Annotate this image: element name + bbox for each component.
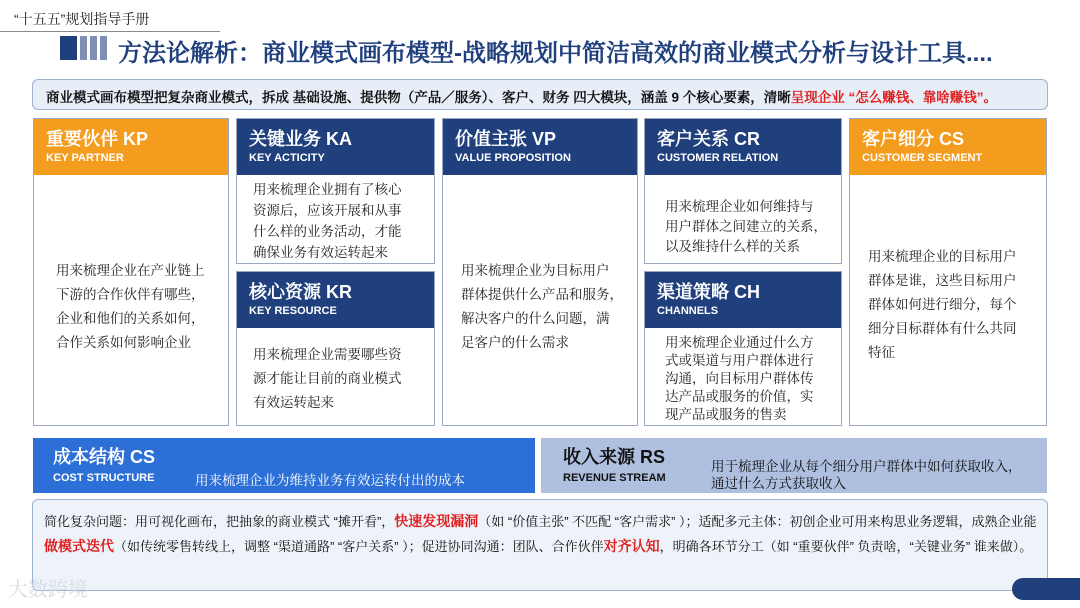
summary-segment: （如 “价值主张” 不匹配 “客户需求” ）；适配多元主体：初创企业可用来构思业务逻辑，成熟企业能 (478, 514, 1037, 529)
card-title: 关键业务 KA (249, 129, 352, 149)
desc-line: 特征 (868, 345, 895, 360)
cost-title: 成本结构 CS (53, 447, 156, 467)
card-description (850, 175, 1046, 365)
card-subtitle: CHANNELS (657, 305, 719, 317)
summary-highlight: 快速发现漏洞 (394, 513, 479, 529)
card-header (645, 272, 841, 328)
card-header (645, 119, 841, 175)
desc-line: 合作关系如何影响企业 (56, 335, 191, 350)
desc-line: 有效运转起来 (253, 395, 334, 410)
card-subtitle: VALUE PROPOSITION (455, 152, 571, 164)
card-subtitle: CUSTOMER SEGMENT (862, 152, 983, 164)
card-description (645, 328, 841, 424)
card-subtitle: KEY ACTICITY (249, 152, 325, 164)
desc-line: 解决客户的什么问题，满 (461, 311, 610, 326)
card-customer-relation (644, 118, 842, 264)
revenue-desc-line: 通过什么方式获取收入 (711, 476, 846, 491)
watermark-logo: 大数跨境 (8, 579, 88, 601)
desc-line: 用来梳理企业在产业链上 (56, 263, 205, 278)
card-title: 客户关系 CR (657, 129, 760, 149)
desc-line: 现产品或服务的售卖 (665, 407, 787, 422)
desc-line: 足客户的什么需求 (461, 335, 569, 350)
card-value-proposition (442, 118, 638, 426)
title-accent-bar (80, 36, 87, 60)
summary-highlight: 对齐认知 (603, 538, 660, 554)
intro-highlight: 呈现企业 “怎么赚钱、靠啥赚钱”。 (790, 90, 998, 105)
title-accent-bar (60, 36, 77, 60)
cost-description: 用来梳理企业为维持业务有效运转付出的成本 (195, 473, 465, 488)
card-description (237, 175, 434, 263)
desc-line: 群体提供什么产品和服务， (461, 287, 623, 302)
page-title: 方法论解析：商业模式画布模型-战略规划中简洁高效的商业模式分析与设计工具.... (118, 40, 993, 67)
desc-line: 群体是谁，这些目标用户 (868, 273, 1017, 288)
card-subtitle: KEY RESOURCE (249, 305, 337, 317)
desc-line: 下游的合作伙伴有哪些， (56, 287, 205, 302)
card-description (443, 175, 637, 355)
card-header (237, 272, 434, 328)
card-key-partner (33, 118, 229, 426)
card-subtitle: KEY PARTNER (46, 152, 124, 164)
desc-line: 达产品或服务的价值，实 (665, 389, 814, 404)
card-key-resource (236, 271, 435, 426)
summary-segment: （如传统零售转线上，调整 “渠道通路” “客户关系” ）；促进协同沟通：团队、合作伙伴 (114, 539, 604, 554)
card-key-activity (236, 118, 435, 264)
desc-line: 用来梳理企业如何维持与 (665, 199, 814, 214)
desc-line: 源才能让目前的商业模式 (253, 371, 402, 386)
revenue-stream-bar (541, 438, 1047, 493)
card-customer-segment (849, 118, 1047, 426)
revenue-subtitle: REVENUE STREAM (563, 472, 666, 484)
desc-line: 沟通，向目标用户群体传 (665, 371, 814, 386)
card-title: 渠道策略 CH (657, 282, 760, 302)
desc-line: 群体如何进行细分，每个 (868, 297, 1017, 312)
revenue-desc-line: 用于梳理企业从每个细分用户群体中如何获取收入， (711, 459, 1022, 474)
card-title: 价值主张 VP (455, 129, 557, 149)
desc-line: 确保业务有效运转起来 (253, 245, 388, 260)
revenue-description (711, 458, 1022, 492)
header-divider (0, 31, 220, 32)
desc-line: 用来梳理企业通过什么方 (665, 335, 814, 350)
intro-text (46, 86, 997, 106)
card-header (237, 119, 434, 175)
desc-line: 用来梳理企业需要哪些资 (253, 347, 402, 362)
desc-line: 资源后，应该开展和从事 (253, 203, 402, 218)
summary-segment: 简化复杂问题：用可视化画布，把抽象的商业模式 “摊开看”， (44, 514, 395, 529)
title-accent-bar (90, 36, 97, 60)
document-label: “十五五”规划指导手册 (14, 11, 150, 27)
intro-main: 商业模式画布模型把复杂商业模式，拆成 基础设施、提供物（产品／服务）、客户、财务 四大模块，涵盖 9 个核心要素，清晰 (46, 90, 791, 105)
summary-highlight: 做模式迭代 (44, 538, 114, 554)
card-description (237, 328, 434, 415)
summary-text (44, 509, 1042, 559)
page-number-tab (1012, 578, 1080, 600)
desc-line: 用来梳理企业为目标用户 (461, 263, 610, 278)
desc-line: 企业和他们的关系如何， (56, 311, 205, 326)
summary-segment: ，明确各环节分工（如 “重要伙伴” 负责啥，“关键业务” 谁来做）。 (659, 539, 1033, 554)
card-title: 客户细分 CS (862, 129, 965, 149)
desc-line: 式或渠道与用户群体进行 (665, 353, 814, 368)
card-subtitle: CUSTOMER RELATION (657, 152, 779, 164)
desc-line: 以及维持什么样的关系 (665, 239, 800, 254)
card-title: 核心资源 KR (249, 282, 352, 302)
card-header (34, 119, 228, 175)
desc-line: 什么样的业务活动，才能 (253, 224, 402, 239)
card-title: 重要伙伴 KP (46, 129, 149, 149)
card-description (645, 175, 841, 257)
desc-line: 用来梳理企业拥有了核心 (253, 182, 402, 197)
card-channels (644, 271, 842, 426)
cost-structure-bar (33, 438, 535, 493)
desc-line: 用来梳理企业的目标用户 (868, 249, 1017, 264)
desc-line: 用户群体之间建立的关系， (665, 219, 827, 234)
card-header (850, 119, 1046, 175)
cost-subtitle: COST STRUCTURE (53, 472, 155, 484)
desc-line: 细分目标群体有什么共同 (868, 321, 1017, 336)
card-header (443, 119, 637, 175)
card-description (34, 175, 228, 355)
title-accent-bar (100, 36, 107, 60)
revenue-title: 收入来源 RS (563, 447, 666, 467)
